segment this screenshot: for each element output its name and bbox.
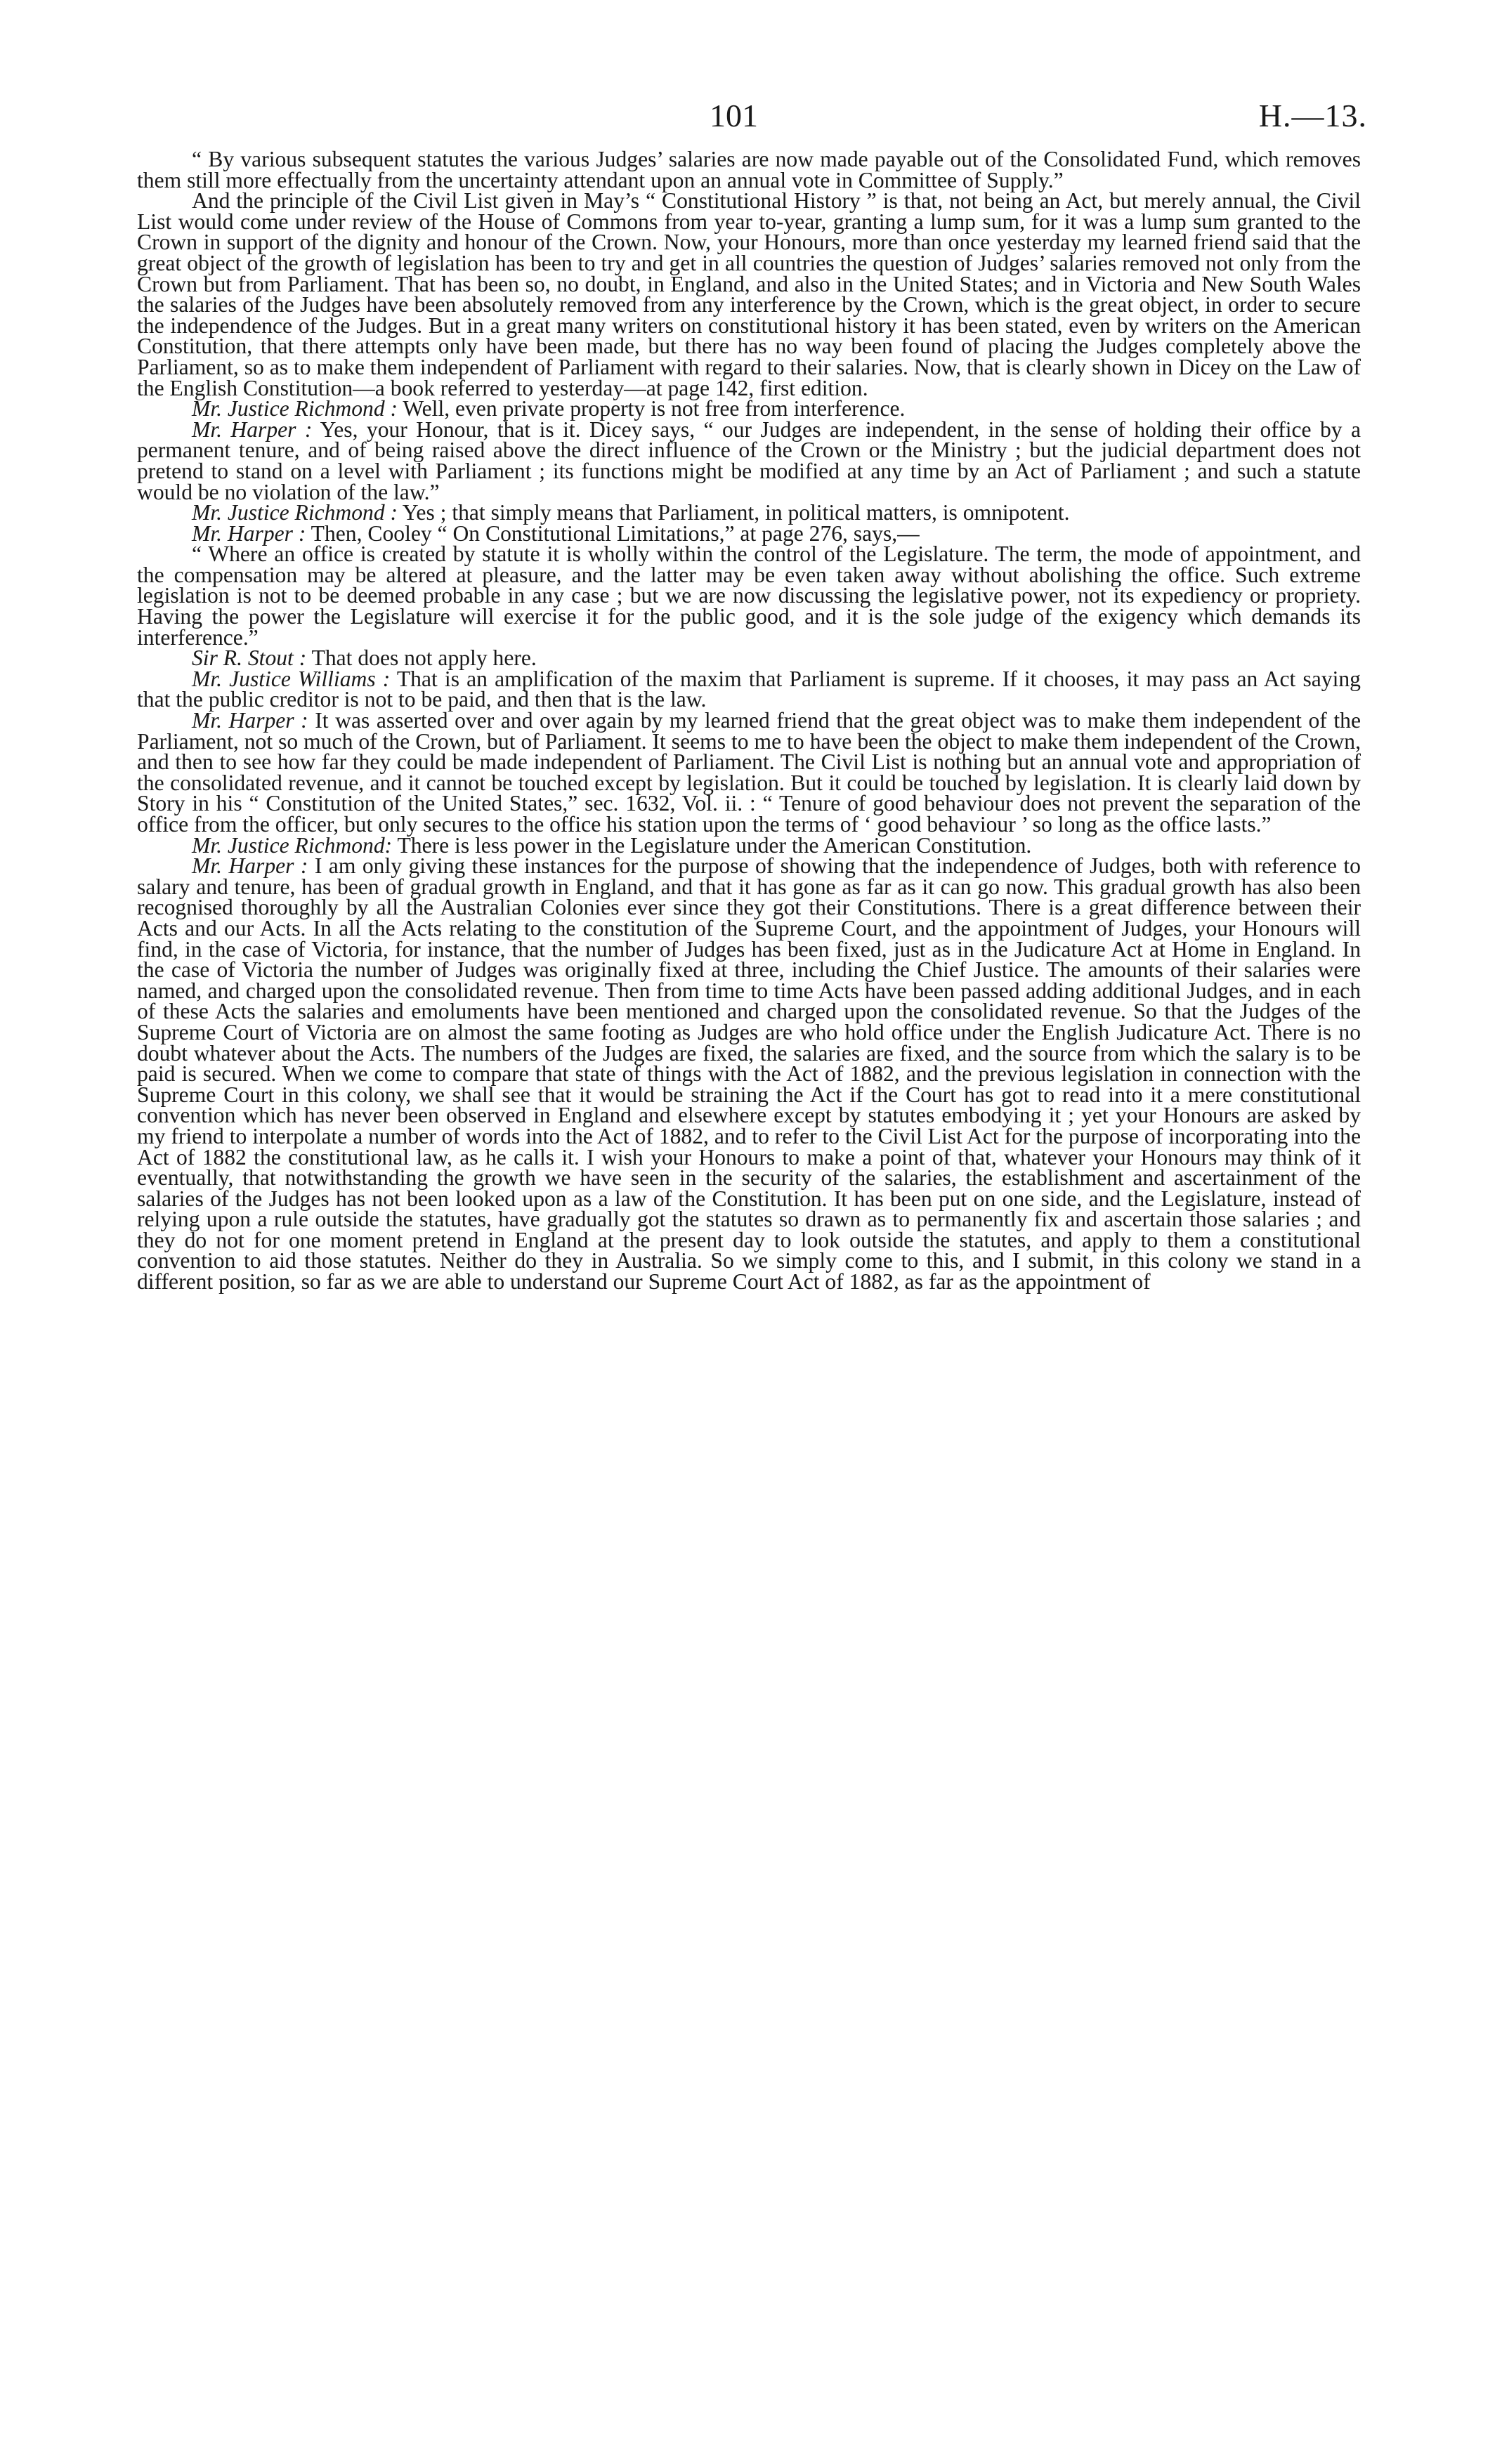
paragraph-text: Yes, your Honour, that is it. Dicey says, “ our Judges are independent, in the sense of holding their office by a permanent tenure, and of being raised above the direct influence of the Crown or the Ministry ; but the judicial department does not pretend to stand on a level with Parliament ; its functions might be modified at any time by an Act of Parliament ; and such a statute would be no violation of the law.” bbox=[137, 417, 1361, 504]
paragraph-stout bbox=[137, 648, 1361, 669]
paragraph-text: Well, even private property is not free from interference. bbox=[398, 396, 906, 421]
speaker-name: Mr. Justice Richmond: bbox=[192, 832, 393, 858]
speaker-name: Mr. Harper : bbox=[192, 853, 308, 879]
paragraph-harper-4 bbox=[137, 853, 1361, 1295]
page-number: 101 bbox=[710, 98, 758, 133]
speaker-name: Sir R. Stout : bbox=[192, 646, 307, 671]
speaker-name: Mr. Justice Williams : bbox=[192, 666, 391, 691]
speaker-name: Mr. Harper : bbox=[192, 417, 313, 442]
paragraph-richmond-3 bbox=[137, 832, 1361, 858]
speaker-name: Mr. Harper : bbox=[192, 708, 308, 733]
paragraph-text: “ Where an office is created by statute it is wholly within the control of the Legislature. The term, the mode of appointment, and the compensation may be altered at pleasure, and the latter may be even taken away without abolishing the office. Such extreme legislation is not to be deemed probable in any case ; but we are now discussing the legislative power, not its expediency or propriety. Having the power the Legislature will exercise it for the public good, and it is the sole judge of the exigency which demands its interference.” bbox=[137, 542, 1361, 650]
paragraph-quote-cooley bbox=[137, 544, 1361, 648]
paragraph-text: I am only giving these instances for the purpose of showing that the independence of Judges, both with reference to salary and tenure, has been of gradual growth in England, and that it has gone as far as it can go now. This gradual growth has also been recognised thoroughly by all the Australian Colonies ever since they got their Constitutions. There is a great difference between their Acts and our Acts. In all the Acts relating to the constitution of the Supreme Court, and the appointment of Judges, your Honours will find, in the case of Victoria, for instance, that the number of Judges has been fixed, just as in the Judicature Act at Home in England. In the case of Victoria the number of Judges was originally fixed at three, including the Chief Justice. The amounts of their salaries were named, and charged upon the consolidated revenue. Then from time to time Acts have been passed adding additional Judges, and in each of these Acts the salaries and emoluments have been mentioned and charged upon the consolidated revenue. So that the Judges of the Supreme Court of Victoria are on almost the same footing as Judges are who hold office under the English Judicature Act. There is no doubt whatever about the Acts. The numbers of the Judges are fixed, the salaries are fixed, and the source from which the salary is to be paid is secured. When we come to compare that state of things with the Act of 1882, and the previous legislation in connection with the Supreme Court in this colony, we shall see that it would be straining the Act if the Court has got to read into it a mere constitutional convention which has never been observed in England and elsewhere except by statutes embodying it ; yet your Honours are asked by my friend to interpolate a number of words into the Act of 1882, and to refer to the Civil List Act for the purpose of incorporating into the Act of 1882 the constitutional law, as he calls it. I wish your Honours to make a point of that, whatever your Honours may think of it eventually, that notwithstanding the growth we have seen in the security of the salaries, the establishment and ascertainment of the salaries of the Judges has not been looked upon as a law of the Constitution. It has been put on one side, and the Legislature, instead of relying upon a rule outside the statutes, have gradually got the statutes so drawn as to permanently fix and ascertain those salaries ; and they do not for one moment pretend in England at the present day to look outside the statutes, and apply to them a constitutional convention to aid those statutes. Neither do they in Australia. So we simply come to this, and I submit, in this colony we stand in a different position, so far as we are able to understand our Supreme Court Act of 1882, as far as the appointment of bbox=[137, 853, 1361, 1295]
document-reference: H.—13. bbox=[1258, 98, 1367, 133]
paragraph-civil-list bbox=[137, 190, 1361, 398]
paragraph-williams bbox=[137, 666, 1361, 712]
speaker-name: Mr. Harper : bbox=[192, 520, 306, 546]
paragraph-text: Yes ; that simply means that Parliament, in political matters, is omnipotent. bbox=[398, 500, 1070, 525]
paragraph-text: Then, Cooley “ On Constitutional Limitations,” at page 276, says,— bbox=[306, 520, 920, 546]
paragraph-harper-2 bbox=[137, 520, 1361, 546]
paragraph-text: “ By various subsequent statutes the various Judges’ salaries are now made payable out of the Consolidated Fund, which removes them still more effectually from the uncertainty attendant upon an annual vote in Committee of Supply.” bbox=[137, 147, 1361, 192]
paragraph-harper-1 bbox=[137, 419, 1361, 502]
paragraph-text: That does not apply here. bbox=[306, 646, 537, 671]
paragraph-text: There is less power in the Legislature under the American Constitution. bbox=[392, 832, 1032, 858]
paragraph-richmond-2 bbox=[137, 502, 1361, 523]
paragraph-text: That is an amplification of the maxim that Parliament is supreme. If it chooses, it may pass an Act saying that the public creditor is not to be paid, and then that is the law. bbox=[137, 666, 1361, 712]
page-header bbox=[0, 97, 1502, 139]
paragraph-harper-3 bbox=[137, 710, 1361, 835]
paragraph-richmond-1 bbox=[137, 398, 1361, 419]
paragraph-quote-statutes bbox=[137, 149, 1361, 190]
speaker-name: Mr. Justice Richmond : bbox=[192, 500, 398, 525]
body-text bbox=[137, 147, 1361, 1295]
paragraph-text: It was asserted over and over again by my learned friend that the great object was to make them independent of the Parliament, not so much of the Crown, but of Parliament. It seems to me to have been the object to make them independent of the Crown, and then to see how far they could be made independent of Parliament. The Civil List is nothing but an annual vote and appropriation of the consolidated revenue, and it cannot be touched except by legislation. But it could be touched by legislation. It is clearly laid down by Story in his “ Constitution of the United States,” sec. 1632, Vol. ii. : “ Tenure of good behaviour does not prevent the separation of the office from the officer, but only secures to the office his station upon the terms of ‘ good behaviour ’ so long as the office lasts.” bbox=[137, 708, 1361, 837]
paragraph-text: And the principle of the Civil List given in May’s “ Constitutional History ” is that, not being an Act, but merely annual, the Civil List would come under review of the House of Commons from year to-year, granting a lump sum, for it was a lump sum granted to the Crown in support of the dignity and honour of the Crown. Now, your Honours, more than once yesterday my learned friend said that the great object of the growth of legislation has been to try and get in all countries the question of Judges’ salaries removed not only from the Crown but from Parliament. That has been so, no doubt, in England, and also in the United States; and in Victoria and New South Wales the salaries of the Judges have been absolutely removed from any interference by the Crown, which is the great object, in order to secure the independence of the Judges. But in a great many writers on constitutional history it has been stated, even by writers on the American Constitution, that there attempts only have been made, but there has no way been found of placing the Judges completely above the Parliament, so as to make them independent of Parliament with regard to their salaries. Now, that is clearly shown in Dicey on the Law of the English Constitution—a book referred to yesterday—at page 142, first edition. bbox=[137, 188, 1361, 400]
speaker-name: Mr. Justice Richmond : bbox=[192, 396, 398, 421]
